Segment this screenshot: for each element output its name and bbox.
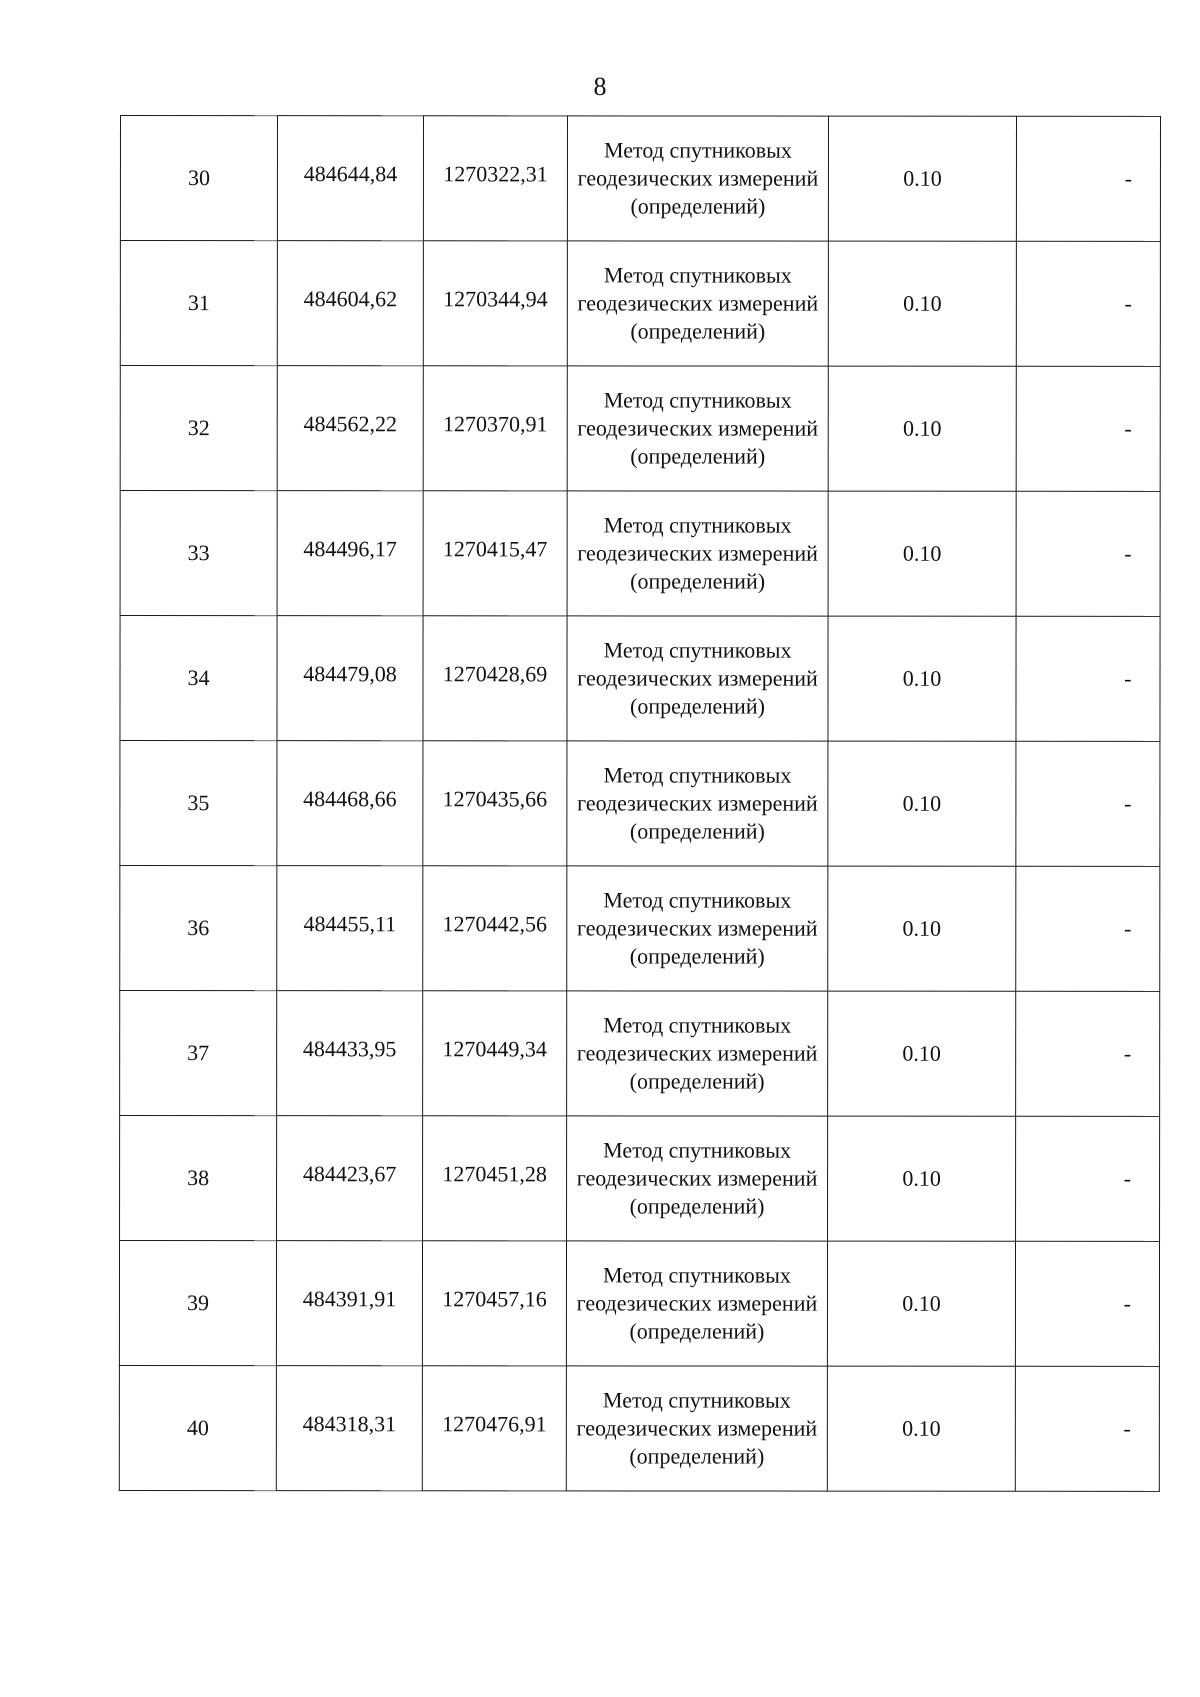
note: - [1016,991,1160,1116]
point-number: 33 [120,491,277,616]
coordinate-y-value: 1270476,91 [442,1411,547,1437]
accuracy: 0.10 [828,116,1016,241]
coordinate-x [277,616,423,741]
coordinate-y [423,616,567,741]
note: - [1016,491,1160,616]
coordinate-x-value: 484318,31 [302,1411,397,1437]
method: Метод спутниковых геодезических измерений (определений) [567,991,828,1116]
coordinates-table-body [119,116,1160,1492]
coordinate-x-value: 484455,11 [303,911,397,937]
coordinate-y [423,241,567,366]
coordinate-y-value: 1270442,56 [442,911,548,937]
coordinate-x [277,241,423,366]
page-number: 8 [593,72,607,101]
point-number: 36 [120,866,277,991]
coordinate-x-value: 484604,62 [303,286,398,312]
point-number: 40 [119,1366,276,1491]
note: - [1016,241,1160,366]
coordinate-x-value: 484496,17 [303,536,397,562]
accuracy: 0.10 [828,866,1016,991]
point-number: 38 [120,1116,277,1241]
accuracy: 0.10 [827,1241,1015,1366]
coordinate-x [277,491,423,616]
method: Метод спутниковых геодезических измерений (определений) [567,741,828,866]
method: Метод спутниковых геодезических измерений (определений) [567,866,828,991]
coordinate-x-value: 484391,91 [302,1286,397,1312]
coordinates-table [119,115,1161,1492]
accuracy: 0.10 [828,241,1016,366]
note: - [1016,366,1160,491]
table-row [120,1116,1160,1242]
note: - [1015,1241,1159,1366]
accuracy: 0.10 [828,1116,1016,1241]
coordinate-y-value: 1270449,34 [442,1036,547,1062]
coordinate-y [422,1366,566,1491]
coordinate-y [423,491,567,616]
point-number: 30 [120,116,277,241]
note: - [1016,866,1160,991]
coordinate-x [277,741,423,866]
table-row [120,366,1160,492]
method: Метод спутниковых геодезических измерений (определений) [566,1241,827,1366]
accuracy: 0.10 [828,616,1016,741]
coordinate-x [277,366,423,491]
table-row [120,866,1160,992]
method: Метод спутниковых геодезических измерений (определений) [566,1366,827,1491]
coordinate-y-value: 1270344,94 [443,286,548,312]
method: Метод спутниковых геодезических измерений (определений) [567,491,828,616]
coordinate-x-value: 484468,66 [303,786,397,812]
table-row [120,616,1160,742]
table-row [120,741,1160,867]
coordinate-x [276,1366,422,1491]
coordinate-x [276,1241,422,1366]
table-row [120,991,1160,1117]
coordinate-x [277,991,423,1116]
point-number: 35 [120,741,277,866]
accuracy: 0.10 [828,741,1016,866]
coordinate-x-value: 484479,08 [303,661,397,687]
method: Метод спутниковых геодезических измерений (определений) [567,241,828,366]
coordinate-y [423,366,567,491]
table-row [120,116,1160,242]
coordinate-x-value: 484644,84 [303,161,398,187]
coordinate-x [277,1116,423,1241]
coordinate-y [423,1116,567,1241]
coordinate-y-value: 1270428,69 [442,661,548,687]
coordinate-x-value: 484433,95 [302,1036,397,1062]
coordinate-x [277,116,423,241]
note: - [1016,1116,1160,1241]
point-number: 34 [120,616,277,741]
method: Метод спутниковых геодезических измерений (определений) [567,1116,828,1241]
method: Метод спутниковых геодезических измерений (определений) [567,616,828,741]
table-row [119,1241,1159,1367]
accuracy: 0.10 [828,491,1016,616]
coordinate-y [423,866,567,991]
point-number: 31 [120,241,277,366]
coordinate-x-value: 484562,22 [303,411,397,437]
table-row [119,1366,1159,1492]
point-number: 37 [120,991,277,1116]
coordinate-y [423,116,567,241]
point-number: 39 [119,1241,276,1366]
coordinate-y-value: 1270415,47 [442,536,548,562]
coordinate-y-value: 1270370,91 [442,411,548,437]
coordinate-y-value: 1270322,31 [443,161,548,187]
coordinate-y [422,1241,566,1366]
coordinate-y [423,741,567,866]
note: - [1016,741,1160,866]
accuracy: 0.10 [828,991,1016,1116]
table-row [120,241,1160,367]
note: - [1016,116,1160,241]
coordinate-y [423,991,567,1116]
coordinate-x-value: 484423,67 [302,1161,397,1187]
coordinate-y-value: 1270435,66 [442,786,548,812]
coordinate-x [277,866,423,991]
coordinate-y-value: 1270457,16 [442,1286,547,1312]
accuracy: 0.10 [827,1366,1015,1491]
method: Метод спутниковых геодезических измерений (определений) [567,116,828,241]
table-row [120,491,1160,617]
note: - [1015,1366,1159,1491]
method: Метод спутниковых геодезических измерений (определений) [567,366,828,491]
accuracy: 0.10 [828,366,1016,491]
note: - [1016,616,1160,741]
coordinate-y-value: 1270451,28 [442,1161,547,1187]
point-number: 32 [120,366,277,491]
